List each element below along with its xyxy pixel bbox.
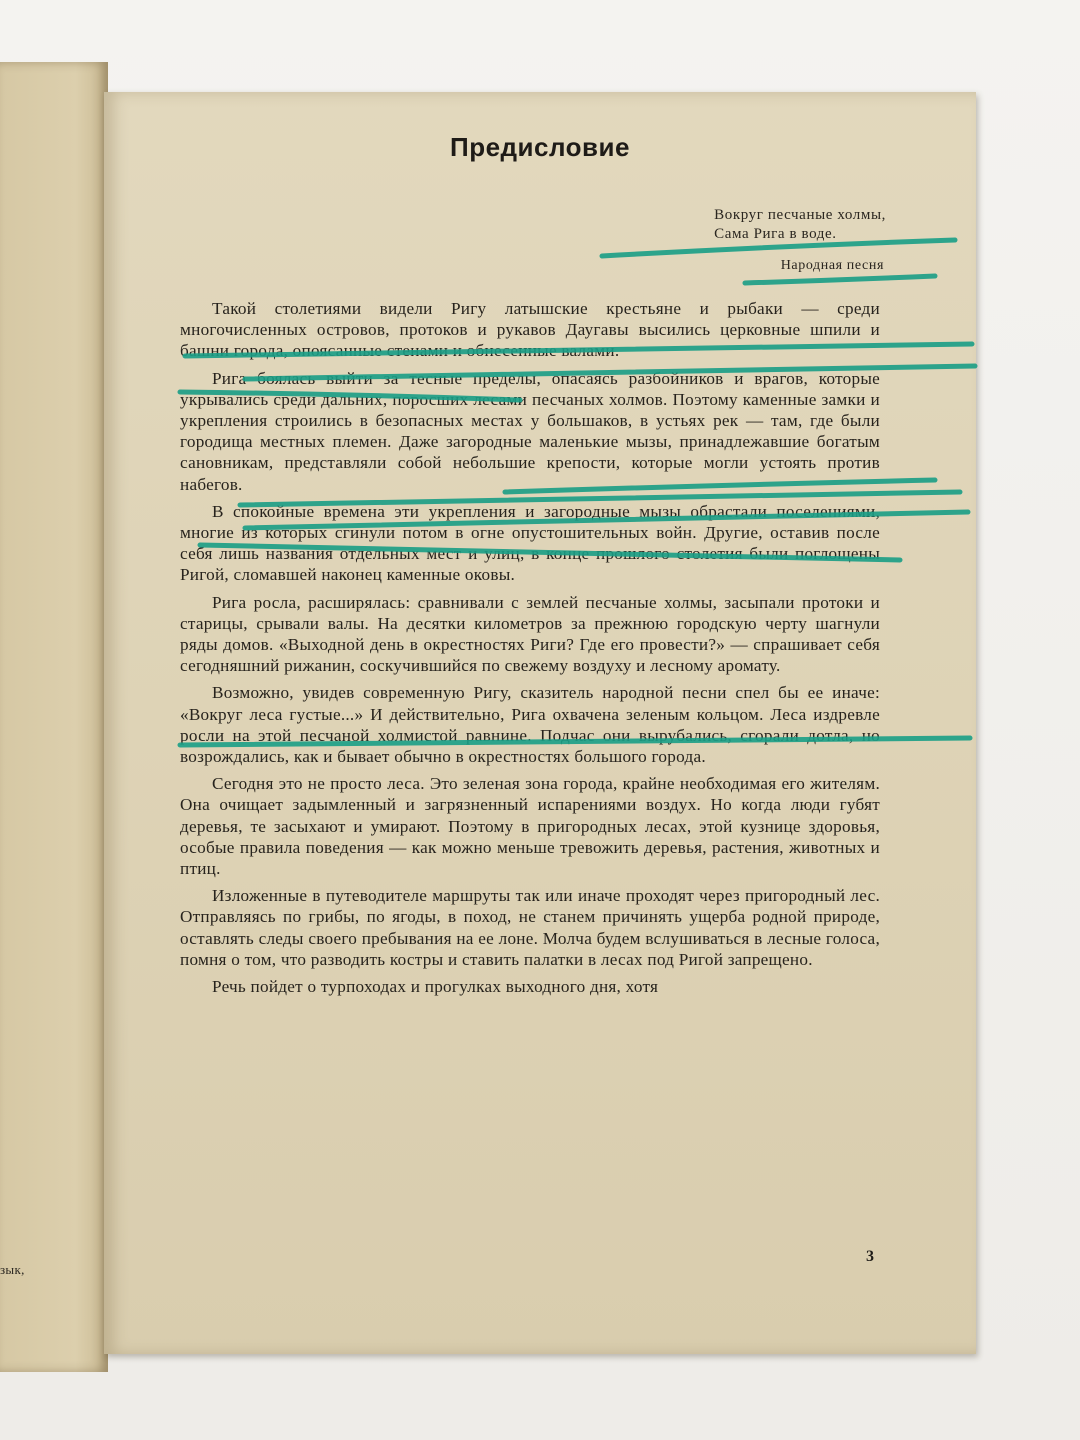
page-title: Предисловие (450, 132, 630, 162)
page-number: 3 (866, 1248, 874, 1265)
paragraph-4: Рига росла, расширялась: сравнивали с землей песчаные холмы, засыпали протоки и старицы, срывали валы. На десятки километров за прежнюю городскую черту шагнули ряды домов. «Выходной день в окрестностях Риги? Где его провести?» — спрашивает себя сегодняшний рижанин, соскучившийся по свежему воздуху и лесному аромату. (180, 592, 880, 676)
paragraph-7: Изложенные в путеводителе маршруты так или иначе проходят через пригородный лес. Отправляясь по грибы, по ягоды, в поход, не станем причинять ущерба родной природе, оставлять следы своего пребывания на ее лоне. Молча будем вслушиваться в лесные голоса, помня о том, что разводить костры и ставить палатки в лесах под Ригой запрещено. (180, 886, 880, 969)
paragraph-8: Речь пойдет о турпоходах и прогулках выходного дня, хотя (212, 977, 659, 997)
paragraph-3: В спокойные времена эти укрепления и загородные мызы обрастали поселениями, многие из которых сгинули потом в огне опустошительных войн. Другие, оставив после себя лишь названия отдельных мест и улиц, в конце прошлого столетия были поглощены Ригой, сломавшей наконец каменные оковы. (180, 501, 880, 585)
epigraph-line-2: Сама Рига в воде. (714, 226, 837, 242)
epigraph (714, 206, 886, 244)
body-text (180, 298, 880, 1003)
left-page (0, 62, 108, 1372)
paragraph-6: Сегодня это не просто леса. Это зеленая зона города, крайне необходимая его жителям. Она очищает задымленный и загрязненный испарениями воздух. Но когда люди губят деревья, те засыхают и умирают. Поэтому в пригородных лесах, этой кузнице здоровья, особые правила поведения — как можно меньше тревожить деревья, растения, животных и птиц. (180, 774, 880, 879)
paragraph-1: Такой столетиями видели Ригу латышские крестьяне и рыбаки — среди многочисленных островов, протоков и рукавов Даугавы высились церковные шпили и башни города, опоясанные стенами и обнесенные валами. (180, 299, 880, 361)
paragraph-5: Возможно, увидев современную Ригу, сказитель народной песни спел бы ее иначе: «Вокруг леса густые...» И действительно, Рига охвачена зеленым кольцом. Леса издревле росли на этой песчаной холмистой равнине. Подчас они вырубались, сгорали дотла, но возрождались, как и бывает обычно в окрестностях большого города. (180, 683, 880, 767)
epigraph-source: Народная песня (780, 258, 884, 273)
epigraph-line-1: Вокруг песчаные холмы, (714, 207, 886, 223)
left-page-text-fragment: зык, (0, 1262, 25, 1277)
book-page (104, 92, 976, 1354)
paragraph-2: Рига боялась выйти за тесные пределы, опасаясь разбойников и врагов, которые укрывались среди дальних, поросших лесами песчаных холмов. Поэтому каменные замки и укрепления строились в безопасных местах у большаков, в устьях рек — там, где были городища местных племен. Даже загородные маленькие мызы, принадлежавшие богатым сановникам, представляли собой небольшие крепости, которые могли устоять против набегов. (180, 368, 880, 494)
